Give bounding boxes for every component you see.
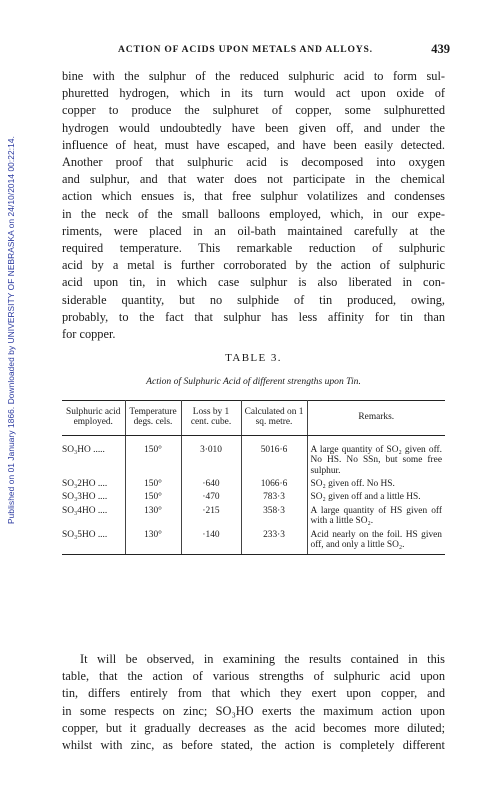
- running-head: [62, 44, 450, 60]
- page-number: 439: [431, 42, 450, 56]
- text-line: whilst with zinc, as before stated, the action is completely different: [62, 738, 445, 753]
- body-paragraph-1: [62, 68, 445, 343]
- cell-acid: SO₃HO .....: [62, 435, 125, 478]
- cell-temperature: 150°: [125, 478, 181, 491]
- cell-acid: SO₃4HO ....: [62, 505, 125, 529]
- text-line: acid upon tin, in which case sulphur is also liberated in con-: [62, 275, 445, 290]
- text-line: bine with the sulphur of the reduced sulphuric acid to form sul-: [62, 69, 445, 83]
- text-line: action which ensues is, that free sulphur volatilizes and condenses: [62, 189, 445, 204]
- text-line: copper to produce the sulphuret of copper, some sulphuretted: [62, 103, 445, 118]
- table-header-row: [62, 401, 445, 436]
- cell-calculated: 5016·6: [241, 435, 307, 478]
- text-line: in the neck of the small balloons employed, which, in our expe-: [62, 206, 445, 221]
- header-temperature: Temperature degs. cels.: [125, 401, 181, 436]
- table-row: [62, 478, 445, 491]
- cell-loss: ·470: [181, 491, 241, 504]
- download-watermark-text: Published on 01 January 1866. Downloaded by UNIVERSITY OF NEBRASKA on 24/10/2014 00:22:14.: [6, 136, 16, 524]
- cell-calculated: 1066·6: [241, 478, 307, 491]
- cell-temperature: 130°: [125, 529, 181, 555]
- header-calculated: Calculated on 1 sq. metre.: [241, 401, 307, 436]
- text-line: table, that the action of various strengths of sulphuric acid upon: [62, 669, 445, 684]
- cell-loss: ·140: [181, 529, 241, 555]
- text-line: siderable quantity, but no sulphide of tin produced, owing,: [62, 292, 445, 307]
- cell-temperature: 150°: [125, 435, 181, 478]
- cell-calculated: 783·3: [241, 491, 307, 504]
- header-remarks: Remarks.: [307, 401, 445, 436]
- running-title: ACTION OF ACIDS UPON METALS AND ALLOYS.: [118, 44, 373, 55]
- body-paragraph-2: [62, 651, 445, 754]
- cell-remarks: A large quantity of HS given off with a little SO₂.: [310, 505, 442, 527]
- text-line: required temperature. This remarkable reduction of sulphuric: [62, 241, 445, 256]
- text-line: tin, differs entirely from that which they exert upon copper, and: [62, 686, 445, 701]
- table-row: [62, 491, 445, 504]
- text-line: It will be observed, in examining the results contained in this: [80, 652, 445, 666]
- text-line: phuretted hydrogen, which in its turn would act upon oxide of: [62, 86, 445, 101]
- table-row: [62, 529, 445, 555]
- text-line: and sulphur, and that water does not participate in the chemical: [62, 172, 445, 187]
- cell-temperature: 150°: [125, 491, 181, 504]
- text-line: Another proof that sulphuric acid is decomposed into oxygen: [62, 155, 445, 170]
- cell-remarks: SO₂ given off. No HS.: [310, 479, 395, 490]
- table-row: [62, 435, 445, 478]
- table-title: TABLE 3.: [225, 352, 282, 364]
- table-row: [62, 505, 445, 529]
- cell-acid: SO₃2HO ....: [62, 478, 125, 491]
- text-line: copper, but it gradually decreases as the acid becomes more diluted;: [62, 720, 445, 735]
- text-line: probably, to the fact that sulphur has less affinity for tin than: [62, 309, 445, 324]
- cell-remarks: A large quantity of SO₂ given off. No HS. No SSn, but some free sulphur.: [310, 444, 442, 476]
- text-line: hydrogen would undoubtedly have been given off, and under the: [62, 120, 445, 135]
- cell-acid: SO₃5HO ....: [62, 529, 125, 555]
- results-table: [62, 400, 445, 555]
- text-line: acid by a metal is further corroborated by the action of sulphuric: [62, 258, 445, 273]
- text-line: influence of heat, must have escaped, and have been easily detected.: [62, 137, 445, 152]
- header-loss: Loss by 1 cent. cube.: [181, 401, 241, 436]
- cell-loss: 3·010: [181, 435, 241, 478]
- text-line: for copper.: [62, 327, 116, 342]
- cell-temperature: 130°: [125, 505, 181, 529]
- cell-remarks: Acid nearly on the foil. HS given off, and only a little SO₂.: [307, 529, 445, 555]
- cell-acid: SO₃3HO ....: [62, 491, 125, 504]
- table-caption: Action of Sulphuric Acid of different strengths upon Tin.: [146, 376, 361, 387]
- cell-loss: ·640: [181, 478, 241, 491]
- cell-calculated: 358·3: [241, 505, 307, 529]
- cell-loss: ·215: [181, 505, 241, 529]
- cell-remarks: SO₂ given off and a little HS.: [310, 492, 421, 503]
- cell-calculated: 233·3: [241, 529, 307, 555]
- text-line: in some respects on zinc; SO₃HO exerts the maximum action upon: [62, 703, 445, 718]
- header-acid: Sulphuric acid employed.: [62, 401, 125, 436]
- text-line: riments, were placed in an oil-bath maintained carefully at the: [62, 223, 445, 238]
- download-watermark: [4, 30, 18, 530]
